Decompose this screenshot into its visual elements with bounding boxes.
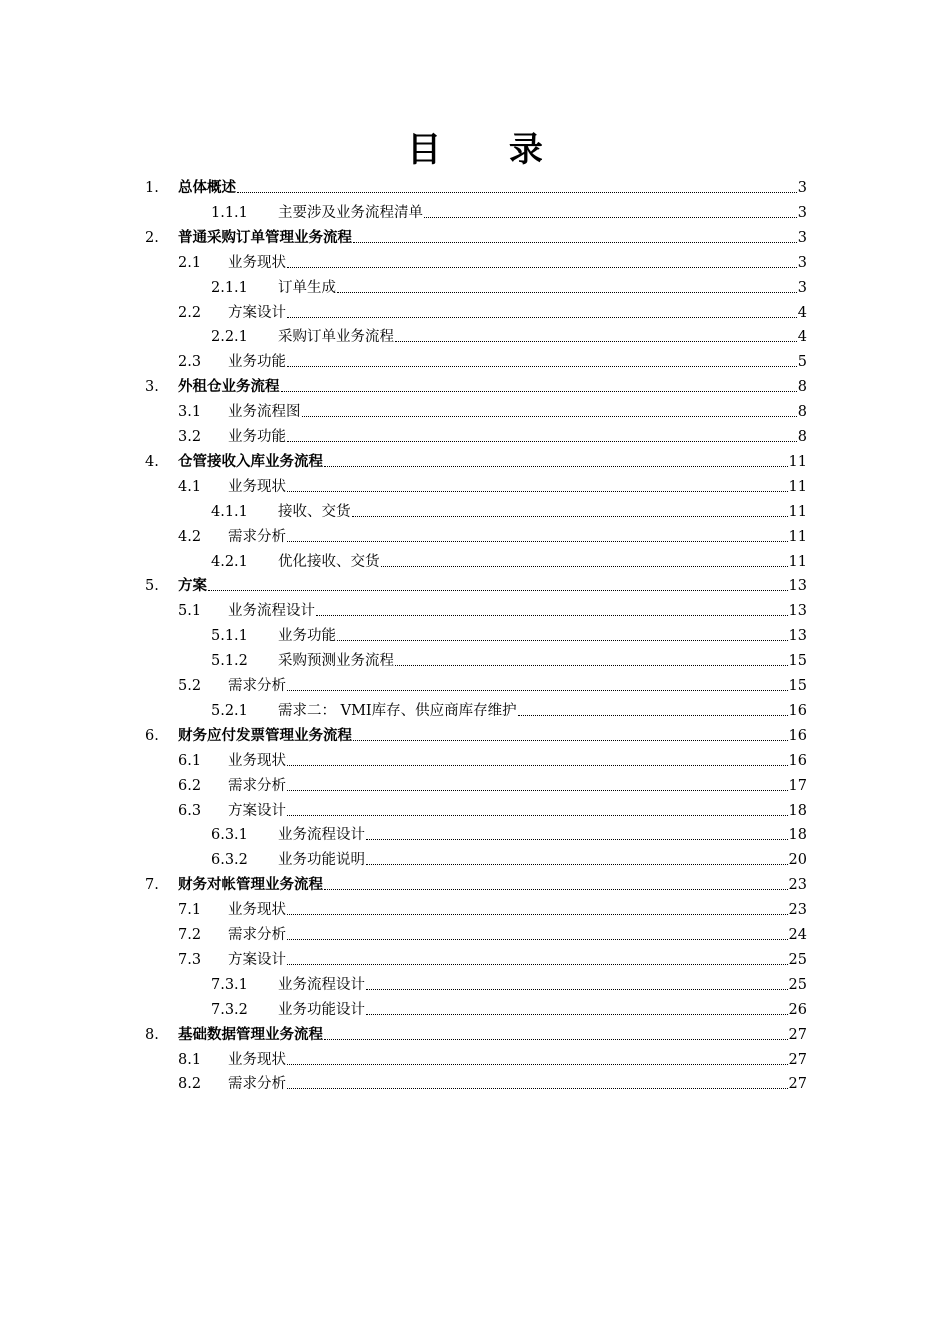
toc-entry-page-number: 11 bbox=[788, 478, 807, 495]
toc-entry-page-number: 3 bbox=[797, 204, 807, 221]
toc-entry-title: 总体概述 bbox=[178, 179, 236, 196]
toc-entry-title: 主要涉及业务流程清单 bbox=[278, 204, 423, 221]
toc-entry-page-number: 26 bbox=[788, 1001, 807, 1018]
toc-entry[interactable] bbox=[178, 473, 807, 497]
toc-entry-title: 业务流程设计 bbox=[228, 603, 315, 620]
toc-entry-number: 7.3.2 bbox=[211, 1001, 248, 1018]
toc-entry-page-number: 24 bbox=[788, 927, 807, 943]
toc-entry-title: 业务现状 bbox=[228, 1051, 286, 1068]
toc-entry-page-number: 16 bbox=[788, 727, 807, 744]
toc-entry-page-number: 15 bbox=[788, 653, 807, 670]
toc-dot-leader bbox=[287, 1063, 788, 1065]
toc-entry-page-number: 27 bbox=[788, 1076, 807, 1093]
toc-entry[interactable] bbox=[145, 373, 807, 397]
toc-entry-page-number: 13 bbox=[788, 628, 807, 645]
toc-entry-title: 方案设计 bbox=[228, 802, 286, 819]
toc-dot-leader bbox=[302, 415, 797, 417]
toc-dot-leader bbox=[287, 266, 797, 268]
toc-entry-page-number: 4 bbox=[797, 329, 807, 346]
toc-entry-number: 5.2.1 bbox=[211, 702, 248, 719]
toc-dot-leader bbox=[353, 241, 797, 243]
toc-entry[interactable] bbox=[211, 498, 807, 522]
toc-entry-page-number: 3 bbox=[797, 254, 807, 271]
toc-entry[interactable] bbox=[145, 871, 807, 895]
toc-entry[interactable] bbox=[211, 622, 807, 646]
toc-entry-page-number: 3 bbox=[797, 229, 807, 246]
toc-entry-title: 需求分析 bbox=[228, 528, 286, 545]
toc-entry-title: 需求分析 bbox=[228, 927, 286, 943]
toc-entry-number: 3. bbox=[145, 379, 159, 396]
toc-dot-leader bbox=[395, 340, 797, 342]
toc-entry-number: 6.3.1 bbox=[211, 827, 248, 844]
toc-dot-leader bbox=[366, 838, 788, 840]
toc-entry-page-number: 16 bbox=[788, 752, 807, 769]
toc-dot-leader bbox=[287, 913, 788, 915]
toc-entry-page-number: 25 bbox=[788, 951, 807, 968]
toc-dot-leader bbox=[287, 789, 788, 791]
toc-entry-number: 2.2 bbox=[178, 304, 202, 321]
toc-dot-leader bbox=[316, 614, 788, 616]
toc-entry-title: 外租仓业务流程 bbox=[178, 378, 280, 396]
toc-entry-number: 6.2 bbox=[178, 777, 202, 794]
toc-entry-page-number: 23 bbox=[788, 877, 807, 894]
toc-entry-page-number: 8 bbox=[797, 379, 807, 396]
toc-entry-number: 4.1.1 bbox=[211, 503, 248, 520]
toc-dot-leader bbox=[381, 565, 788, 567]
toc-entry-title: 业务流程图 bbox=[228, 404, 301, 421]
toc-entry-number: 4. bbox=[145, 453, 159, 470]
toc-entry[interactable] bbox=[178, 299, 807, 323]
toc-dot-leader bbox=[366, 1013, 788, 1015]
toc-dot-leader bbox=[518, 714, 788, 716]
toc-entry-number: 8. bbox=[145, 1026, 159, 1043]
toc-entry-number: 2.1 bbox=[178, 254, 202, 271]
toc-entry-number: 5.2 bbox=[178, 678, 202, 694]
toc-entry-number: 4.2 bbox=[178, 528, 202, 545]
toc-entry-title: 业务流程设计 bbox=[278, 976, 365, 993]
toc-entry[interactable] bbox=[178, 747, 807, 771]
toc-entry[interactable] bbox=[178, 597, 807, 621]
toc-entry[interactable] bbox=[178, 423, 807, 447]
toc-entry-page-number: 23 bbox=[788, 902, 807, 919]
toc-entry[interactable] bbox=[178, 523, 807, 547]
toc-entry-page-number: 27 bbox=[788, 1026, 807, 1043]
toc-entry-page-number: 13 bbox=[788, 603, 807, 620]
toc-entry-number: 8.1 bbox=[178, 1051, 202, 1068]
toc-entry-number: 2.2.1 bbox=[211, 329, 248, 346]
toc-entry-page-number: 20 bbox=[788, 852, 807, 869]
toc-entry-number: 2. bbox=[145, 229, 159, 246]
toc-entry-number: 5. bbox=[145, 578, 159, 595]
toc-entry-title: 业务功能设计 bbox=[278, 1001, 365, 1018]
toc-entry-title: 需求分析 bbox=[228, 777, 286, 794]
toc-entry-number: 1.1.1 bbox=[211, 204, 248, 221]
toc-entry-page-number: 15 bbox=[788, 678, 807, 694]
toc-dot-leader bbox=[287, 540, 788, 542]
toc-entry-page-number: 13 bbox=[788, 578, 807, 595]
toc-dot-leader bbox=[337, 639, 788, 641]
toc-entry-page-number: 27 bbox=[788, 1051, 807, 1068]
toc-dot-leader bbox=[324, 465, 788, 467]
toc-entry[interactable] bbox=[178, 1046, 807, 1070]
toc-entry[interactable] bbox=[178, 896, 807, 920]
toc-entry-title: 业务现状 bbox=[228, 478, 286, 495]
toc-entry[interactable] bbox=[178, 772, 807, 796]
toc-entry-number: 4.1 bbox=[178, 478, 202, 495]
toc-dot-leader bbox=[395, 664, 788, 666]
toc-dot-leader bbox=[337, 291, 797, 293]
toc-entry[interactable] bbox=[145, 174, 807, 198]
toc-entry[interactable] bbox=[178, 946, 807, 970]
toc-entry-title: 接收、交货 bbox=[278, 503, 351, 520]
toc-entry[interactable] bbox=[145, 572, 807, 596]
toc-entry[interactable] bbox=[178, 797, 807, 821]
toc-entry-number: 2.1.1 bbox=[211, 279, 248, 296]
toc-entry-number: 3.2 bbox=[178, 429, 202, 445]
toc-entry[interactable] bbox=[178, 348, 807, 372]
toc-dot-leader bbox=[366, 988, 788, 990]
toc-dot-leader bbox=[287, 440, 797, 442]
toc-dot-leader bbox=[287, 365, 797, 367]
toc-entry-title: 业务功能说明 bbox=[278, 852, 365, 869]
toc-entry-title: 采购预测业务流程 bbox=[278, 653, 394, 670]
toc-entry[interactable] bbox=[211, 821, 807, 845]
toc-entry[interactable] bbox=[145, 1021, 807, 1045]
toc-entry-title: 仓管接收入库业务流程 bbox=[178, 452, 323, 470]
toc-entry-title: 业务功能 bbox=[278, 628, 336, 645]
toc-entry-page-number: 3 bbox=[797, 180, 807, 196]
toc-entry-page-number: 25 bbox=[788, 976, 807, 993]
toc-entry-title: 采购订单业务流程 bbox=[278, 329, 394, 346]
toc-entry-number: 5.1.1 bbox=[211, 628, 248, 645]
toc-entry-page-number: 11 bbox=[788, 453, 807, 470]
toc-dot-leader bbox=[287, 689, 788, 691]
toc-dot-leader bbox=[353, 739, 788, 741]
toc-dot-leader bbox=[424, 216, 797, 218]
toc-entry-number: 7. bbox=[145, 877, 159, 894]
toc-entry-title: 财务对帐管理业务流程 bbox=[178, 876, 323, 894]
toc-entry-number: 6.3.2 bbox=[211, 852, 248, 869]
toc-dot-leader bbox=[324, 888, 788, 890]
toc-dot-leader bbox=[366, 863, 788, 865]
toc-entry-title: 需求分析 bbox=[228, 1076, 286, 1093]
toc-entry-page-number: 8 bbox=[797, 429, 807, 445]
toc-entry-title: 财务应付发票管理业务流程 bbox=[178, 726, 352, 744]
toc-entry-title: 需求分析 bbox=[228, 678, 286, 694]
toc-entry-page-number: 16 bbox=[788, 702, 807, 719]
toc-entry-title: 订单生成 bbox=[278, 279, 336, 296]
toc-entry-number: 6.3 bbox=[178, 802, 202, 819]
toc-entry-number: 7.3.1 bbox=[211, 976, 248, 993]
toc-dot-leader bbox=[287, 490, 788, 492]
toc-entry-title: 业务功能 bbox=[228, 354, 286, 371]
toc-entry[interactable] bbox=[211, 274, 807, 298]
toc-entry[interactable] bbox=[211, 996, 807, 1020]
toc-entry[interactable] bbox=[145, 224, 807, 248]
toc-entry-number: 5.1.2 bbox=[211, 653, 248, 670]
toc-dot-leader bbox=[208, 589, 788, 591]
toc-entry-number: 4.2.1 bbox=[211, 553, 248, 570]
toc-entry[interactable] bbox=[178, 1070, 807, 1094]
toc-entry-page-number: 18 bbox=[788, 802, 807, 819]
toc-entry-page-number: 17 bbox=[788, 777, 807, 794]
toc-entry[interactable] bbox=[211, 971, 807, 995]
toc-entry-number: 6.1 bbox=[178, 752, 202, 769]
toc-dot-leader bbox=[287, 938, 788, 940]
toc-entry-page-number: 4 bbox=[797, 304, 807, 321]
toc-entry-page-number: 5 bbox=[797, 354, 807, 371]
toc-title: 目 录 bbox=[407, 130, 571, 170]
toc-entry-number: 3.1 bbox=[178, 404, 202, 421]
toc-entry-number: 7.2 bbox=[178, 927, 202, 943]
toc-dot-leader bbox=[287, 316, 797, 318]
toc-entry-title: 业务现状 bbox=[228, 752, 286, 769]
toc-entry-number: 6. bbox=[145, 727, 159, 744]
toc-entry[interactable] bbox=[178, 398, 807, 422]
toc-entry-number: 1. bbox=[145, 180, 159, 196]
toc-entry[interactable] bbox=[211, 323, 807, 347]
toc-entry-number: 7.1 bbox=[178, 902, 202, 919]
toc-entry-page-number: 11 bbox=[788, 528, 807, 545]
toc-dot-leader bbox=[324, 1038, 788, 1040]
toc-entry-number: 7.3 bbox=[178, 951, 202, 968]
toc-entry-title: 需求二： VMI库存、供应商库存维护 bbox=[278, 702, 517, 719]
toc-entry-page-number: 11 bbox=[788, 503, 807, 520]
toc-entry[interactable] bbox=[178, 672, 807, 696]
toc-entry-title: 业务现状 bbox=[228, 254, 286, 271]
toc-dot-leader bbox=[287, 963, 788, 965]
toc-entry-title: 方案设计 bbox=[228, 304, 286, 321]
toc-entry[interactable] bbox=[211, 846, 807, 870]
toc-entry[interactable] bbox=[178, 921, 807, 945]
toc-dot-leader bbox=[352, 515, 788, 517]
toc-entry[interactable] bbox=[211, 647, 807, 671]
toc-dot-leader bbox=[287, 1087, 788, 1089]
toc-entry-page-number: 18 bbox=[788, 827, 807, 844]
toc-entry-number: 8.2 bbox=[178, 1076, 202, 1093]
toc-dot-leader bbox=[237, 191, 797, 193]
toc-entry-title: 优化接收、交货 bbox=[278, 553, 380, 570]
toc-entry-title: 方案 bbox=[178, 577, 207, 595]
toc-dot-leader bbox=[287, 764, 788, 766]
toc-entry-title: 业务功能 bbox=[228, 429, 286, 445]
toc-entry-page-number: 8 bbox=[797, 404, 807, 421]
toc-entry[interactable] bbox=[211, 697, 807, 721]
toc-entry-title: 方案设计 bbox=[228, 951, 286, 968]
toc-dot-leader bbox=[281, 390, 797, 392]
toc-entry[interactable] bbox=[178, 249, 807, 273]
toc-entry-title: 业务现状 bbox=[228, 902, 286, 919]
toc-entry[interactable] bbox=[211, 548, 807, 572]
toc-dot-leader bbox=[287, 814, 788, 816]
toc-entry-page-number: 11 bbox=[788, 553, 807, 570]
toc-entry-title: 基础数据管理业务流程 bbox=[178, 1025, 323, 1043]
toc-entry-number: 5.1 bbox=[178, 603, 202, 620]
toc-entry[interactable] bbox=[211, 199, 807, 223]
toc-entry[interactable] bbox=[145, 448, 807, 472]
toc-entry-title: 普通采购订单管理业务流程 bbox=[178, 228, 352, 246]
toc-entry-title: 业务流程设计 bbox=[278, 827, 365, 844]
toc-entry-number: 2.3 bbox=[178, 354, 202, 371]
toc-entry-page-number: 3 bbox=[797, 279, 807, 296]
toc-entry[interactable] bbox=[145, 722, 807, 746]
